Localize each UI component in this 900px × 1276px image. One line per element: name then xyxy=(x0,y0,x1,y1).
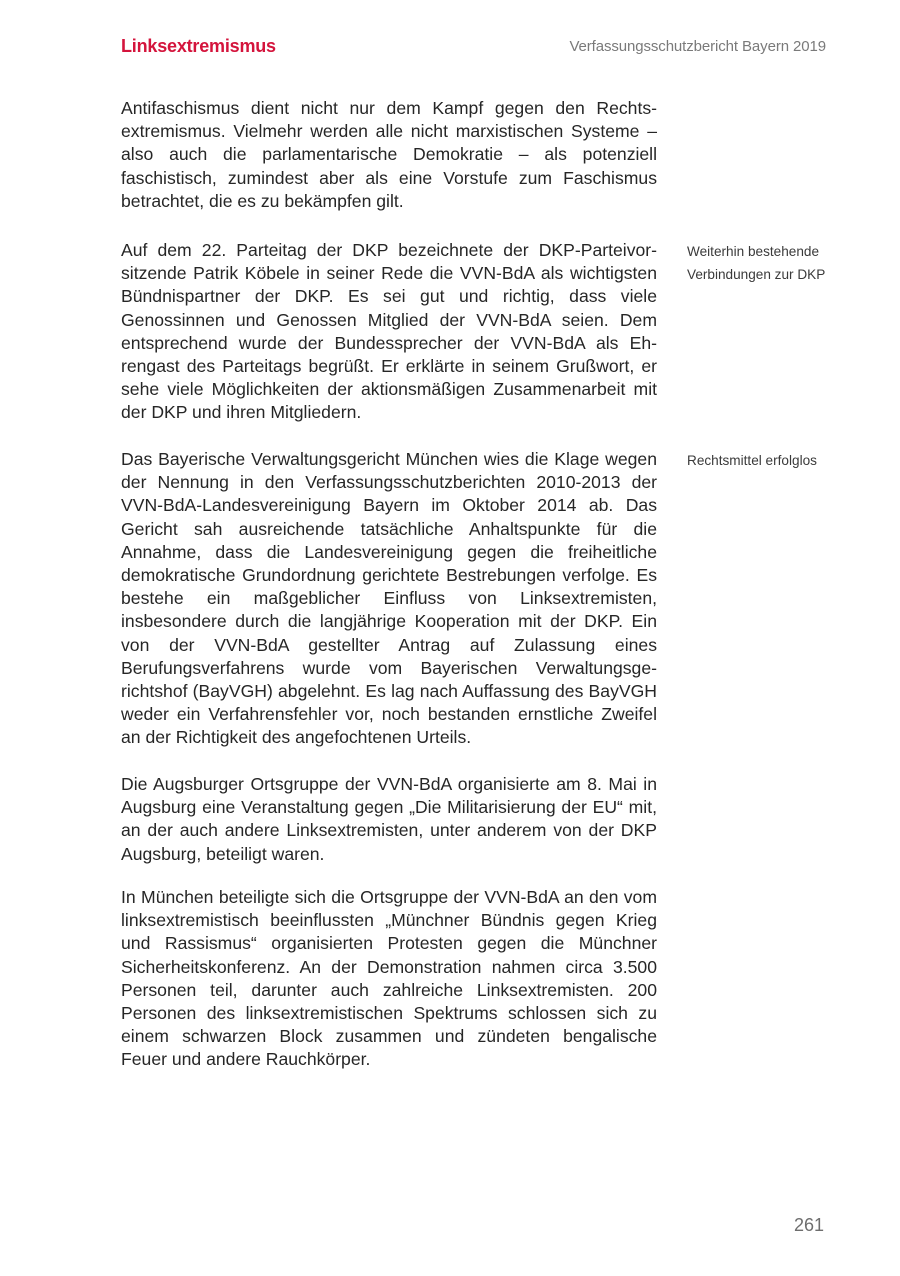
paragraph-antifaschismus: Antifaschismus dient nicht nur dem Kampf gegen den Rechtsextremismus. Vielmehr werden alle nicht marxistischen Systeme – also auch die parlamentarische Demokratie – als potenziell faschistisch, zumindest aber als eine Vorstufe zum Faschismus betrachtet, die es zu bekämpfen gilt. xyxy=(121,98,657,211)
section-title: Linksextremismus xyxy=(121,36,276,56)
marginal-note-dkp-connections: Weiterhin bestehende Verbindungen zur DKP xyxy=(687,244,826,282)
paragraph-muenchen: In München beteiligte sich die Ortsgruppe der VVN-BdA an den vom linksextremistisch beeinflussten „Münchner Bündnis gegen Krieg und Rassismus“ organisierten Protesten gegen die Münchner Sicherheitskonferenz. An der Demonstration nahmen circa 3.500 Personen teil, darunter auch zahlreiche Linksextremisten. 200 Personen des linksextremistischen Spektrums schlossen sich zu einem schwarzen Block zusammen und zündeten bengalische Feuer und andere Rauchkörper. xyxy=(121,887,657,1070)
paragraph-augsburg: Die Augsburger Ortsgruppe der VVN-BdA organisierte am 8. Mai in Augsburg eine Veranstaltung gegen „Die Militarisierung der EU“ mit, an der auch andere Linksextremisten, unter anderem von der DKP Augsburg, beteiligt waren. xyxy=(121,774,657,864)
paragraph-verwaltungsgericht: Das Bayerische Verwaltungsgericht München wies die Klage wegen der Nennung in den Verfassungsschutzberichten 2010-2013 der VVN-BdA-Landesvereinigung Bayern im Oktober 2014 ab. Das Gericht sah ausreichende tatsächliche Anhaltspunkte für die Annahme, dass die Landesvereinigung gegen die freiheitliche demokratische Grundordnung gerichtete Bestrebungen verfolge. Es bestehe ein maßgeblicher Einfluss von Linksextremisten, insbesondere durch die langjährige Kooperation mit der DKP. Ein von der VVN-BdA gestellter Antrag auf Zulassung eines Berufungsverfahrens wurde vom Bayerischen Verwaltungsgerichtshof (BayVGH) abgelehnt. Es lag nach Auffassung des BayVGH weder ein Verfahrensfehler vor, noch bestanden ernstliche Zweifel an der Richtigkeit des angefochtenen Urteils. xyxy=(121,449,657,748)
paragraph-dkp-parteitag: Auf dem 22. Parteitag der DKP bezeichnete der DKP-Parteivorsitzende Patrik Köbele in seiner Rede die VVN-BdA als wichtigsten Bündnispartner der DKP. Es sei gut und richtig, dass viele Genossinnen und Genossen Mitglied der VVN-BdA seien. Dem entsprechend wurde der Bundessprecher der VVN-BdA als Ehrengast des Parteitags begrüßt. Er erklärte in seinem Grußwort, er sehe viele Möglichkeiten der aktionsmäßigen Zusammenarbeit mit der DKP und ihren Mitgliedern. xyxy=(121,240,657,423)
page-header xyxy=(121,36,826,60)
page-number: 261 xyxy=(793,1215,824,1235)
report-title: Verfassungsschutzbericht Bayern 2019 xyxy=(569,38,826,55)
marginal-note-legal-remedy: Rechtsmittel erfolglos xyxy=(687,453,817,468)
